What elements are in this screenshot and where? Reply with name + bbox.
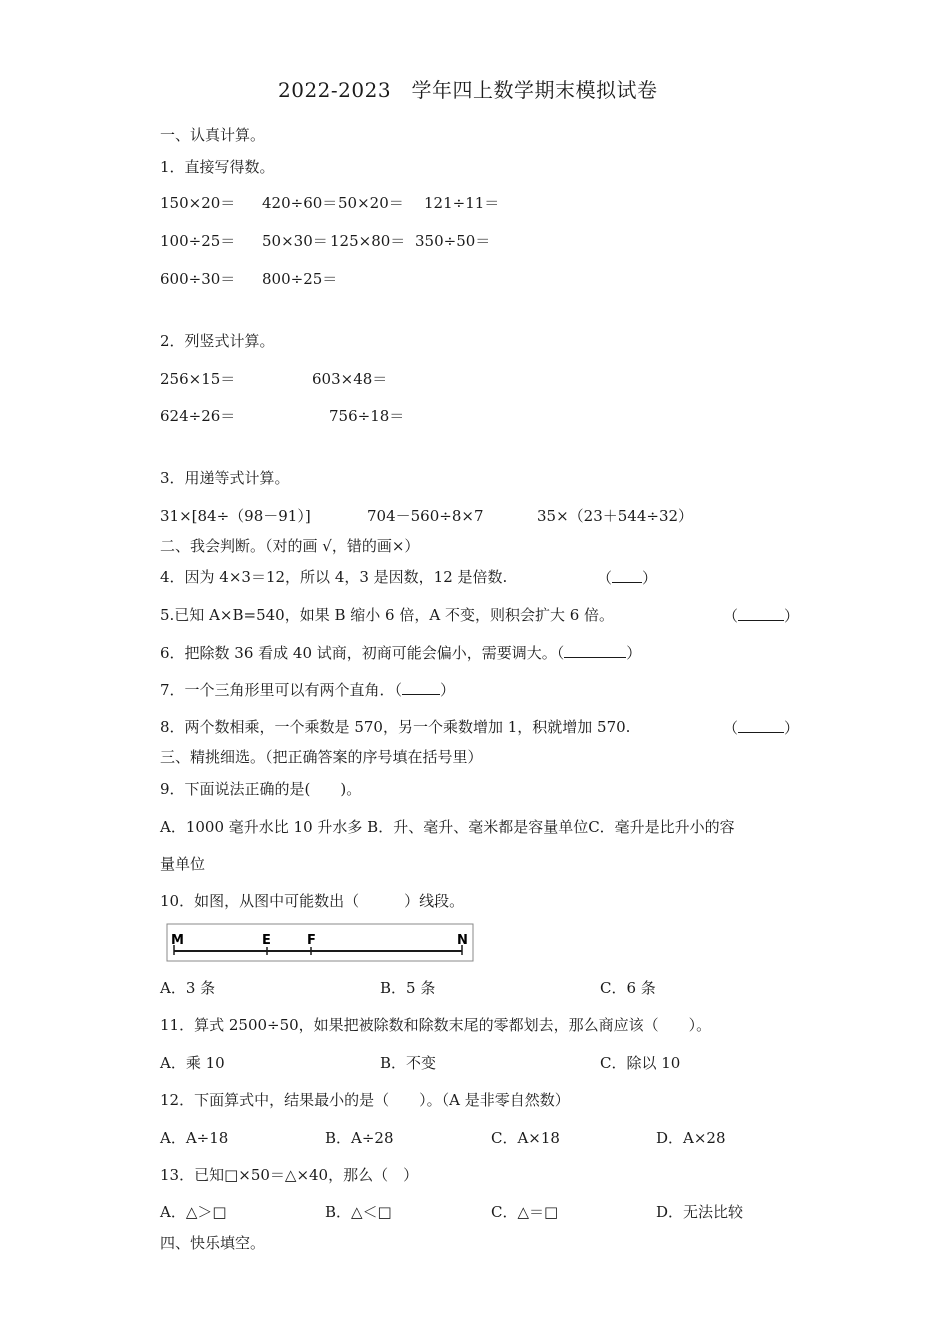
point-label: E [262,933,271,948]
option-b[interactable]: B．不变 [380,1054,437,1072]
answer-blank[interactable]: （ ） [723,607,800,625]
option-a[interactable]: A．A÷18 [160,1129,229,1147]
section4-heading: 四、快乐填空。 [160,1234,266,1252]
option-d[interactable]: D．A×28 [656,1129,726,1147]
option-b[interactable]: B．5 条 [380,979,436,997]
calc-item: 100÷25＝ [160,232,236,250]
point-label: M [171,933,184,948]
answer-blank[interactable] [402,680,440,695]
option-a[interactable]: A．3 条 [160,979,216,997]
option-c[interactable]: C．△＝□ [491,1203,559,1221]
option-c[interactable]: C．除以 10 [600,1054,681,1072]
q6-text: 6．把除数 36 看成 40 试商，初商可能会偏小，需要调大。（ ） [160,644,642,662]
point-label: N [457,933,468,948]
calc-item: 704－560÷8×7 [367,507,484,525]
point-label: F [307,933,316,948]
calc-item: 256×15＝ [160,370,236,388]
q5-text: 5.已知 A×B=540，如果 B 缩小 6 倍，A 不变，则积会扩大 6 倍。 [160,606,615,624]
q3-label: 3．用递等式计算。 [160,469,290,487]
q8-text: 8．两个数相乘，一个乘数是 570，另一个乘数增加 1，积就增加 570. [160,718,631,736]
q9-question: 9．下面说法正确的是( )。 [160,780,362,798]
calc-item: 35×（23＋544÷32） [537,507,694,525]
q12-question: 12．下面算式中，结果最小的是（ ）。（A 是非零自然数） [160,1091,570,1109]
answer-blank[interactable] [564,643,626,658]
answer-blank[interactable]: （ ） [723,719,800,737]
option-c[interactable]: C．A×18 [491,1129,560,1147]
q9-options-cont: 量单位 [160,855,206,873]
calc-item: 603×48＝ [312,370,388,388]
option-a[interactable]: A．△＞□ [160,1203,227,1221]
section3-heading: 三、精挑细选。（把正确答案的序号填在括号里） [160,748,483,766]
q2-label: 2．列竖式计算。 [160,332,275,350]
section2-heading: 二、我会判断。（对的画 √，错的画×） [160,537,420,555]
calc-item: 624÷26＝ [160,407,236,425]
calc-item: 125×80＝ [330,232,406,250]
q9-options: A．1000 毫升水比 10 升水多 B．升、毫升、毫米都是容量单位C．毫升是比升小的容 [160,818,735,836]
option-b[interactable]: B．A÷28 [325,1129,394,1147]
calc-item: 50×30＝ [262,232,328,250]
q7-text: 7．一个三角形里可以有两个直角．（ ） [160,681,456,699]
calc-item: 756÷18＝ [329,407,405,425]
q13-question: 13．已知□×50＝△×40，那么（ ） [160,1166,419,1184]
calc-item: 31×[84÷（98－91）] [160,507,311,525]
calc-item: 600÷30＝ [160,270,236,288]
q10-question: 10．如图，从图中可能数出（ ）线段。 [160,892,465,910]
calc-item: 150×20＝ [160,194,236,212]
option-a[interactable]: A．乘 10 [160,1054,225,1072]
q1-label: 1．直接写得数。 [160,158,275,176]
calc-item: 420÷60＝ [262,194,338,212]
option-d[interactable]: D．无法比较 [656,1203,744,1221]
segment-figure [166,922,476,964]
calc-item: 121÷11＝ [424,194,500,212]
q11-question: 11．算式 2500÷50，如果把被除数和除数末尾的零都划去，那么商应该（ ）。 [160,1016,712,1034]
option-c[interactable]: C．6 条 [600,979,656,997]
q4-text: 4．因为 4×3＝12，所以 4，3 是因数，12 是倍数. [160,568,508,586]
page-title: 2022-2023 学年四上数学期末模拟试卷 [278,78,658,102]
section1-heading: 一、认真计算。 [160,126,266,144]
calc-item: 350÷50＝ [415,232,491,250]
option-b[interactable]: B．△＜□ [325,1203,392,1221]
calc-item: 800÷25＝ [262,270,338,288]
calc-item: 50×20＝ [338,194,404,212]
answer-blank[interactable]: （ ） [597,569,658,587]
